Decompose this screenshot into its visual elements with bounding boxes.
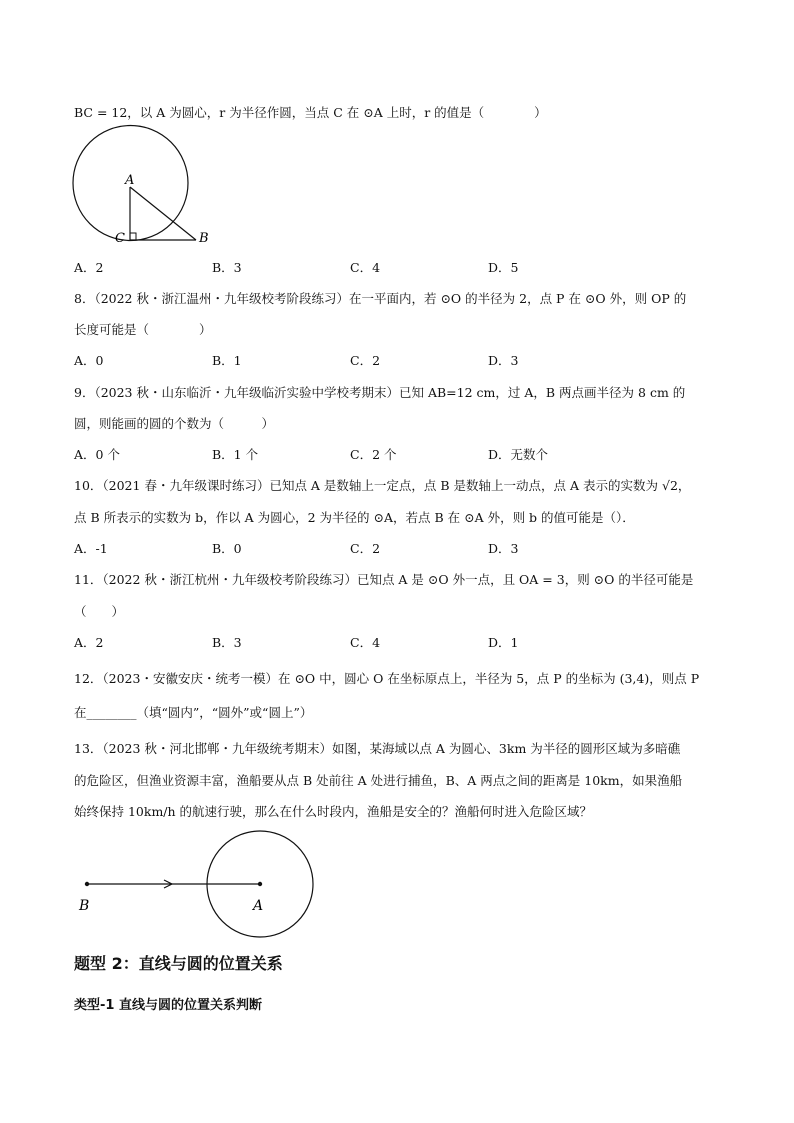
q13-stem-line2: 的危险区，但渔业资源丰富，渔船要从点 B 处前往 A 处进行捕鱼，B、A 两点之间的距离是 10km，如果渔船 xyxy=(74,773,683,788)
q9-option-d[interactable]: D．无数个 xyxy=(488,447,549,462)
q10-option-a[interactable]: A．-1 xyxy=(74,541,108,556)
q9-options xyxy=(74,446,734,464)
q13-stem-line3: 始终保持 10km/h 的航速行驶，那么在什么时段内，渔船是安全的？渔船何时进入危险区域？ xyxy=(74,804,593,819)
q13-figure xyxy=(70,830,330,960)
q7-right-angle-mark xyxy=(130,233,136,240)
q8-option-d[interactable]: D．3 xyxy=(488,353,519,368)
q8-stem-line1: 8．（2022 秋・浙江温州・九年级校考阶段练习）在一平面内，若 ⊙O 的半径为 2，点 P 在 ⊙O 外，则 OP 的 xyxy=(74,291,687,306)
q8-stem-line2: 长度可能是（ ） xyxy=(74,322,212,337)
q7-segment-ab xyxy=(130,187,196,240)
q10-option-d[interactable]: D．3 xyxy=(488,541,519,556)
q7-option-c[interactable]: C．4 xyxy=(350,260,381,275)
q13-point-a xyxy=(258,882,262,886)
q9-stem-line2: 圆，则能画的圆的个数为（ ） xyxy=(74,416,275,431)
q7-options xyxy=(74,259,734,277)
q10-stem-line1: 10．（2021 春・九年级课时练习）已知点 A 是数轴上一定点，点 B 是数轴上一动点，点 A 表示的实数为 √2， xyxy=(74,478,691,493)
q13-label-a: A xyxy=(253,898,264,914)
q7-label-a: A xyxy=(125,173,135,188)
q7-label-b: B xyxy=(199,231,209,246)
q9-option-c[interactable]: C．2 个 xyxy=(350,447,397,462)
q11-option-d[interactable]: D．1 xyxy=(488,635,519,650)
q13-stem-line1: 13．（2023 秋・河北邯郸・九年级统考期末）如图，某海域以点 A 为圆心、3km 为半径的圆形区域为多暗礁 xyxy=(74,741,681,756)
q7-option-a[interactable]: A．2 xyxy=(74,260,104,275)
q11-option-c[interactable]: C．4 xyxy=(350,635,381,650)
q9-option-b[interactable]: B．1 个 xyxy=(212,447,259,462)
q13-point-b xyxy=(85,882,89,886)
q10-option-b[interactable]: B．0 xyxy=(212,541,242,556)
q8-option-c[interactable]: C．2 xyxy=(350,353,381,368)
q11-options xyxy=(74,634,734,652)
q11-option-b[interactable]: B．3 xyxy=(212,635,242,650)
q8-option-a[interactable]: A．0 xyxy=(74,353,104,368)
q9-stem-line1: 9．（2023 秋・山东临沂・九年级临沂实验中学校考期末）已知 AB=12 cm，过 A，B 两点画半径为 8 cm 的 xyxy=(74,385,686,400)
q11-stem-line1: 11．（2022 秋・浙江杭州・九年级校考阶段练习）已知点 A 是 ⊙O 外一点，且 OA = 3，则 ⊙O 的半径可能是 xyxy=(74,572,694,587)
q8-option-b[interactable]: B．1 xyxy=(212,353,242,368)
q7-option-b[interactable]: B．3 xyxy=(212,260,242,275)
q11-option-a[interactable]: A．2 xyxy=(74,635,104,650)
q7-label-c: C xyxy=(115,231,125,246)
q10-stem-line2: 点 B 所表示的实数为 b，作以 A 为圆心，2 为半径的 ⊙A，若点 B 在 ⊙A 外，则 b 的值可能是（）． xyxy=(74,510,635,525)
q8-options xyxy=(74,352,734,370)
q12-stem-line1: 12．（2023・安徽安庆・统考一模）在 ⊙O 中，圆心 O 在坐标原点上，半径为 5，点 P 的坐标为 (3,4)，则点 P xyxy=(74,671,700,686)
q10-options xyxy=(74,540,734,558)
q7-option-d[interactable]: D．5 xyxy=(488,260,519,275)
q9-option-a[interactable]: A．0 个 xyxy=(74,447,120,462)
q10-option-c[interactable]: C．2 xyxy=(350,541,381,556)
q7-figure xyxy=(70,120,209,250)
q7-stem: BC = 12，以 A 为圆心，r 为半径作圆，当点 C 在 ⊙A 上时，r 的值是（ ） xyxy=(74,105,547,120)
section-heading: 题型 2：直线与圆的位置关系 xyxy=(74,954,283,973)
section-subheading: 类型-1 直线与圆的位置关系判断 xyxy=(74,998,262,1013)
q12-stem-line2: 在________（填“圆内”，“圆外”或“圆上”） xyxy=(74,705,313,720)
q13-label-b: B xyxy=(79,898,90,914)
q11-stem-line2: （ ） xyxy=(74,604,125,619)
